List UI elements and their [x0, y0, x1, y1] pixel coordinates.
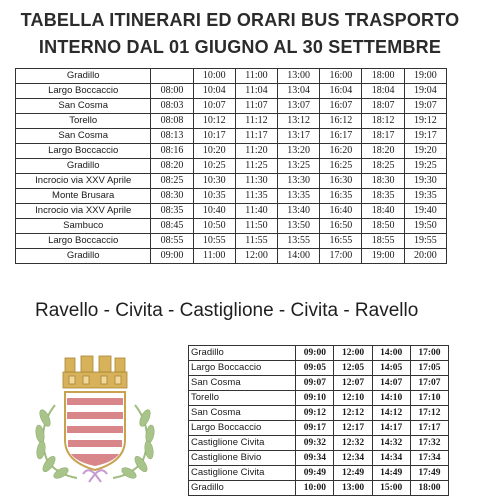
timetable-castiglione — [188, 345, 449, 496]
departure-time-cell: 11:04 — [235, 84, 277, 99]
departure-time-cell: 19:35 — [404, 189, 446, 204]
timetable-row — [16, 99, 447, 114]
stop-name-cell: San Cosma — [189, 376, 296, 391]
stop-name-cell: San Cosma — [16, 99, 151, 114]
departure-time-cell: 12:07 — [334, 376, 372, 391]
stop-name-cell: Castiglione Civita — [189, 436, 296, 451]
route-title: Ravello - Civita - Castiglione - Civita - Ravello — [35, 300, 419, 321]
departure-time-cell: 09:00 — [151, 249, 193, 264]
departure-time-cell: 19:55 — [404, 234, 446, 249]
departure-time-cell: 14:00 — [372, 346, 410, 361]
stop-name-cell: Largo Boccaccio — [189, 361, 296, 376]
departure-time-cell: 10:50 — [193, 219, 235, 234]
departure-time-cell: 12:12 — [334, 406, 372, 421]
departure-time-cell: 18:04 — [362, 84, 404, 99]
departure-time-cell: 09:32 — [296, 436, 334, 451]
departure-time-cell: 10:04 — [193, 84, 235, 99]
departure-time-cell: 16:40 — [320, 204, 362, 219]
departure-time-cell: 18:55 — [362, 234, 404, 249]
departure-time-cell: 18:12 — [362, 114, 404, 129]
departure-time-cell: 09:10 — [296, 391, 334, 406]
departure-time-cell: 14:07 — [372, 376, 410, 391]
departure-time-cell: 19:40 — [404, 204, 446, 219]
timetable-row — [16, 219, 447, 234]
departure-time-cell: 13:50 — [278, 219, 320, 234]
departure-time-cell: 17:05 — [410, 361, 448, 376]
departure-time-cell: 19:12 — [404, 114, 446, 129]
departure-time-cell: 12:17 — [334, 421, 372, 436]
departure-time-cell: 08:03 — [151, 99, 193, 114]
departure-time-cell: 10:17 — [193, 129, 235, 144]
timetable-main — [15, 68, 447, 264]
departure-time-cell: 11:00 — [193, 249, 235, 264]
departure-time-cell: 08:20 — [151, 159, 193, 174]
timetable-row — [16, 249, 447, 264]
timetable-row — [189, 421, 449, 436]
departure-time-cell — [151, 69, 193, 84]
departure-time-cell: 17:10 — [410, 391, 448, 406]
timetable-row — [189, 466, 449, 481]
timetable-row — [16, 84, 447, 99]
departure-time-cell: 19:30 — [404, 174, 446, 189]
departure-time-cell: 11:00 — [235, 69, 277, 84]
departure-time-cell: 09:00 — [296, 346, 334, 361]
departure-time-cell: 12:05 — [334, 361, 372, 376]
departure-time-cell: 11:30 — [235, 174, 277, 189]
timetable-row — [189, 481, 449, 496]
stop-name-cell: Gradillo — [16, 69, 151, 84]
stop-name-cell: Sambuco — [16, 219, 151, 234]
stop-name-cell: Incrocio via XXV Aprile — [16, 204, 151, 219]
departure-time-cell: 16:55 — [320, 234, 362, 249]
departure-time-cell: 15:00 — [372, 481, 410, 496]
departure-time-cell: 10:12 — [193, 114, 235, 129]
departure-time-cell: 16:35 — [320, 189, 362, 204]
departure-time-cell: 18:35 — [362, 189, 404, 204]
departure-time-cell: 09:05 — [296, 361, 334, 376]
stop-name-cell: Torello — [189, 391, 296, 406]
departure-time-cell: 11:17 — [235, 129, 277, 144]
departure-time-cell: 16:30 — [320, 174, 362, 189]
departure-time-cell: 10:25 — [193, 159, 235, 174]
timetable-row — [189, 391, 449, 406]
departure-time-cell: 10:30 — [193, 174, 235, 189]
departure-time-cell: 13:12 — [278, 114, 320, 129]
departure-time-cell: 08:13 — [151, 129, 193, 144]
departure-time-cell: 13:04 — [278, 84, 320, 99]
departure-time-cell: 14:00 — [278, 249, 320, 264]
departure-time-cell: 16:25 — [320, 159, 362, 174]
departure-time-cell: 14:05 — [372, 361, 410, 376]
departure-time-cell: 17:34 — [410, 451, 448, 466]
departure-time-cell: 14:17 — [372, 421, 410, 436]
departure-time-cell: 11:55 — [235, 234, 277, 249]
departure-time-cell: 10:07 — [193, 99, 235, 114]
timetable-row — [16, 69, 447, 84]
coat-of-arms-icon — [25, 350, 165, 485]
departure-time-cell: 16:12 — [320, 114, 362, 129]
timetable-row — [16, 234, 447, 249]
departure-time-cell: 14:32 — [372, 436, 410, 451]
departure-time-cell: 18:00 — [410, 481, 448, 496]
stop-name-cell: Largo Boccaccio — [16, 84, 151, 99]
timetable-row — [16, 159, 447, 174]
departure-time-cell: 12:00 — [235, 249, 277, 264]
departure-time-cell: 13:30 — [278, 174, 320, 189]
departure-time-cell: 19:20 — [404, 144, 446, 159]
departure-time-cell: 18:40 — [362, 204, 404, 219]
departure-time-cell: 18:50 — [362, 219, 404, 234]
departure-time-cell: 13:20 — [278, 144, 320, 159]
stop-name-cell: Gradillo — [189, 481, 296, 496]
departure-time-cell: 12:49 — [334, 466, 372, 481]
departure-time-cell: 08:30 — [151, 189, 193, 204]
stop-name-cell: San Cosma — [189, 406, 296, 421]
departure-time-cell: 10:40 — [193, 204, 235, 219]
departure-time-cell: 11:50 — [235, 219, 277, 234]
stop-name-cell: Torello — [16, 114, 151, 129]
departure-time-cell: 13:25 — [278, 159, 320, 174]
stop-name-cell: Largo Boccaccio — [16, 144, 151, 159]
departure-time-cell: 19:50 — [404, 219, 446, 234]
departure-time-cell: 10:20 — [193, 144, 235, 159]
departure-time-cell: 13:07 — [278, 99, 320, 114]
stop-name-cell: San Cosma — [16, 129, 151, 144]
stop-name-cell: Incrocio via XXV Aprile — [16, 174, 151, 189]
departure-time-cell: 12:32 — [334, 436, 372, 451]
departure-time-cell: 12:10 — [334, 391, 372, 406]
departure-time-cell: 16:07 — [320, 99, 362, 114]
departure-time-cell: 17:00 — [410, 346, 448, 361]
departure-time-cell: 16:04 — [320, 84, 362, 99]
departure-time-cell: 19:25 — [404, 159, 446, 174]
departure-time-cell: 13:40 — [278, 204, 320, 219]
departure-time-cell: 13:17 — [278, 129, 320, 144]
stop-name-cell: Castiglione Bivio — [189, 451, 296, 466]
departure-time-cell: 14:12 — [372, 406, 410, 421]
departure-time-cell: 17:00 — [320, 249, 362, 264]
departure-time-cell: 14:49 — [372, 466, 410, 481]
departure-time-cell: 10:55 — [193, 234, 235, 249]
departure-time-cell: 08:45 — [151, 219, 193, 234]
departure-time-cell: 13:35 — [278, 189, 320, 204]
departure-time-cell: 09:17 — [296, 421, 334, 436]
timetable-row — [189, 436, 449, 451]
timetable-row — [189, 376, 449, 391]
departure-time-cell: 18:30 — [362, 174, 404, 189]
stop-name-cell: Monte Brusara — [16, 189, 151, 204]
departure-time-cell: 16:17 — [320, 129, 362, 144]
timetable-row — [189, 346, 449, 361]
departure-time-cell: 19:17 — [404, 129, 446, 144]
departure-time-cell: 09:12 — [296, 406, 334, 421]
timetable-row — [16, 204, 447, 219]
departure-time-cell: 18:17 — [362, 129, 404, 144]
departure-time-cell: 17:12 — [410, 406, 448, 421]
departure-time-cell: 09:34 — [296, 451, 334, 466]
departure-time-cell: 13:00 — [278, 69, 320, 84]
departure-time-cell: 19:04 — [404, 84, 446, 99]
departure-time-cell: 18:07 — [362, 99, 404, 114]
departure-time-cell: 09:49 — [296, 466, 334, 481]
departure-time-cell: 08:00 — [151, 84, 193, 99]
stop-name-cell: Largo Boccaccio — [189, 421, 296, 436]
departure-time-cell: 19:07 — [404, 99, 446, 114]
departure-time-cell: 11:40 — [235, 204, 277, 219]
departure-time-cell: 13:00 — [334, 481, 372, 496]
departure-time-cell: 18:00 — [362, 69, 404, 84]
timetable-row — [189, 406, 449, 421]
departure-time-cell: 14:34 — [372, 451, 410, 466]
departure-time-cell: 16:00 — [320, 69, 362, 84]
timetable-row — [16, 114, 447, 129]
page-title: TABELLA ITINERARI ED ORARI BUS TRASPORTO — [20, 10, 460, 30]
departure-time-cell: 08:55 — [151, 234, 193, 249]
stop-name-cell: Gradillo — [189, 346, 296, 361]
departure-time-cell: 20:00 — [404, 249, 446, 264]
stop-name-cell: Gradillo — [16, 159, 151, 174]
departure-time-cell: 18:20 — [362, 144, 404, 159]
timetable-row — [189, 451, 449, 466]
stop-name-cell: Castiglione Civita — [189, 466, 296, 481]
stop-name-cell: Largo Boccaccio — [16, 234, 151, 249]
departure-time-cell: 10:35 — [193, 189, 235, 204]
timetable-row — [16, 174, 447, 189]
departure-time-cell: 17:49 — [410, 466, 448, 481]
departure-time-cell: 19:00 — [404, 69, 446, 84]
departure-time-cell: 10:00 — [296, 481, 334, 496]
departure-time-cell: 12:34 — [334, 451, 372, 466]
departure-time-cell: 11:12 — [235, 114, 277, 129]
departure-time-cell: 19:00 — [362, 249, 404, 264]
timetable-row — [16, 129, 447, 144]
departure-time-cell: 08:25 — [151, 174, 193, 189]
departure-time-cell: 09:07 — [296, 376, 334, 391]
departure-time-cell: 18:25 — [362, 159, 404, 174]
departure-time-cell: 11:20 — [235, 144, 277, 159]
stop-name-cell: Gradillo — [16, 249, 151, 264]
timetable-row — [16, 189, 447, 204]
departure-time-cell: 12:00 — [334, 346, 372, 361]
departure-time-cell: 08:16 — [151, 144, 193, 159]
departure-time-cell: 08:08 — [151, 114, 193, 129]
departure-time-cell: 16:20 — [320, 144, 362, 159]
departure-time-cell: 13:55 — [278, 234, 320, 249]
departure-time-cell: 11:07 — [235, 99, 277, 114]
departure-time-cell: 11:25 — [235, 159, 277, 174]
departure-time-cell: 17:32 — [410, 436, 448, 451]
departure-time-cell: 14:10 — [372, 391, 410, 406]
timetable-row — [189, 361, 449, 376]
departure-time-cell: 17:07 — [410, 376, 448, 391]
timetable-row — [16, 144, 447, 159]
departure-time-cell: 08:35 — [151, 204, 193, 219]
departure-time-cell: 16:50 — [320, 219, 362, 234]
departure-time-cell: 11:35 — [235, 189, 277, 204]
departure-time-cell: 17:17 — [410, 421, 448, 436]
page-subtitle-dates: INTERNO DAL 01 GIUGNO AL 30 SETTEMBRE — [38, 37, 442, 57]
departure-time-cell: 10:00 — [193, 69, 235, 84]
